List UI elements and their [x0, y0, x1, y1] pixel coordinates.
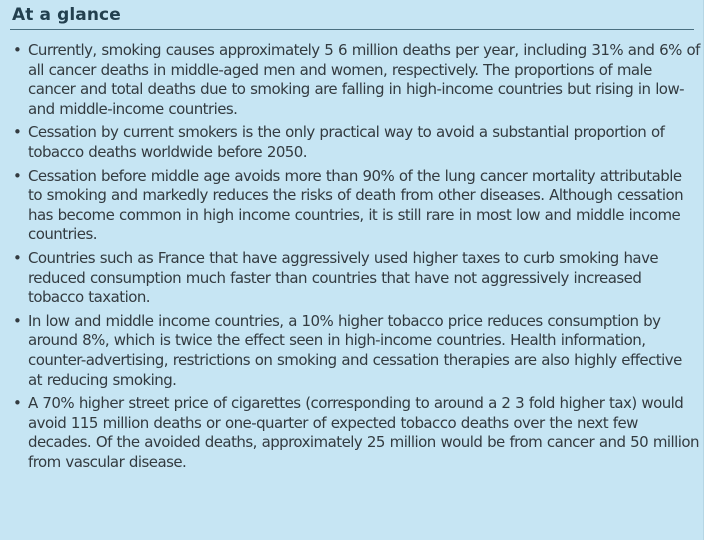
bullet-item-cessation-practical [10, 123, 700, 162]
bullet-item-cessation-middle-age [10, 167, 700, 245]
bullet-icon: • [13, 123, 22, 142]
bullet-icon: • [13, 394, 22, 413]
bullet-item-taxation-france [10, 249, 700, 308]
bullet-list [10, 41, 700, 476]
bullet-icon: • [13, 166, 22, 185]
bullet-text: Currently, smoking causes approximately 5 6 million deaths per year, including 31% and 6% of all cancer deaths in middle-aged men and women, respectively. The proportions of male cancer and total deaths due to smoking are falling in high-income countries but rising in low- and middle-income countries. [28, 41, 700, 118]
bullet-item-price-elasticity [10, 312, 700, 390]
bullet-icon: • [13, 311, 22, 330]
bullet-item-smoking-deaths [10, 41, 700, 119]
bullet-text: Countries such as France that have aggressively used higher taxes to curb smoking have reduced consumption much faster than countries that have not aggressively increased tobacco taxation. [28, 248, 659, 307]
bullet-text: A 70% higher street price of cigarettes (corresponding to around a 2 3 fold higher tax) would avoid 115 million deaths or one-quarter of expected tobacco deaths over the next few decades. Of the avoided deaths, approximately 25 million would be from cancer and 50 million from vascular disease. [28, 394, 699, 471]
bullet-icon: • [13, 248, 22, 267]
panel-title: At a glance [12, 5, 121, 25]
bullet-text: Cessation before middle age avoids more than 90% of the lung cancer mortality attributable to smoking and markedly reduces the risks of death from other diseases. Although cessation has become common in high income countries, it is still rare in most low and middle income countries. [28, 166, 684, 244]
bullet-icon: • [13, 41, 22, 59]
bullet-item-price-increase-impact [10, 394, 700, 472]
bullet-text: In low and middle income countries, a 10% higher tobacco price reduces consumption by around 8%, which is twice the effect seen in high-income countries. Health information, counter-advertising, restrictions on smoking and cessation therapies are also highly effective at reducing smoking. [28, 311, 682, 389]
title-divider [10, 29, 694, 30]
bullet-text: Cessation by current smokers is the only practical way to avoid a substantial proportion of tobacco deaths worldwide before 2050. [28, 123, 665, 161]
